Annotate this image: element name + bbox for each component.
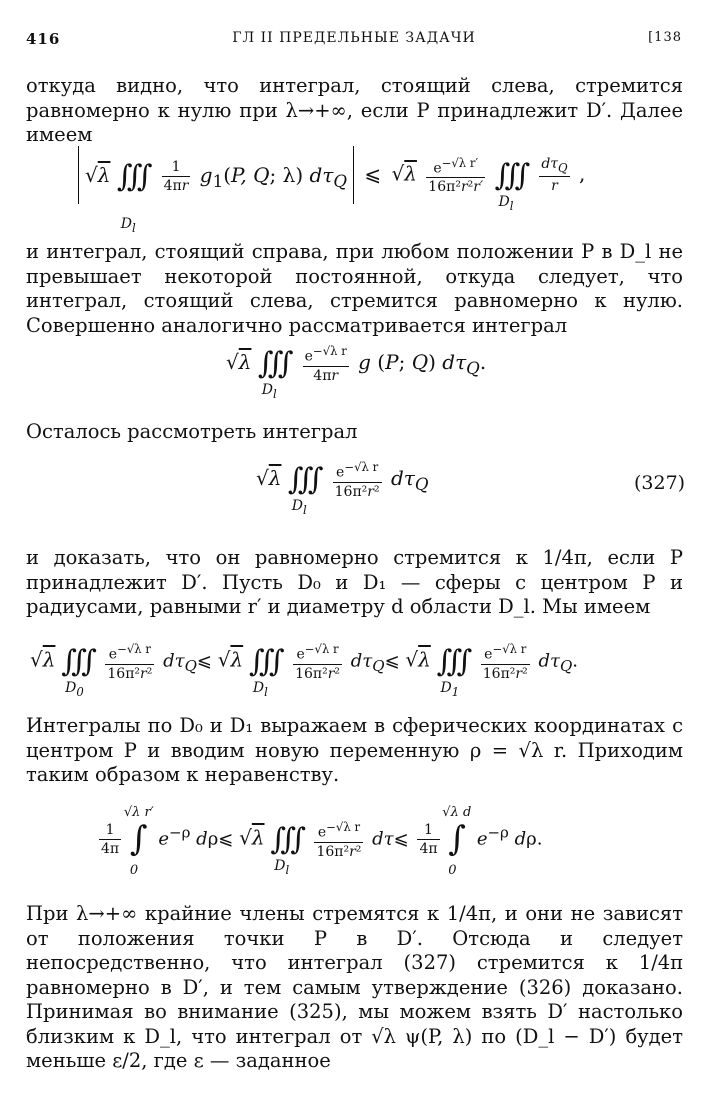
paragraph-5 bbox=[26, 714, 683, 788]
paragraph-6 bbox=[26, 902, 683, 1074]
equation-5: $\frac{1}{4\pi}$ ∫ √λ r′ 0 $e^{-\rho}$ dρ⩽ √λ ∭ $D_l$ $\frac{e^{-√\lambda r}}{\text{16π²r²}}$ dτ⩽ $\frac{1}{4\pi}$ ∫ √λ d 0 $e^{-\rho}$ dρ. bbox=[101, 805, 543, 879]
equation-number-327: (327) bbox=[634, 472, 686, 494]
paragraph-3 bbox=[26, 420, 683, 445]
section-number: [138 bbox=[648, 30, 682, 45]
paragraph-1 bbox=[26, 74, 683, 148]
paragraph-6-text: При λ→+∞ крайние члены стремятся к 1/4π, и они не зависят от положения точки P в D′. Отсюда и следует непосредственно, что интеграл (327) стремится к 1/4π равномерно в D′, и тем самым утверждение (326) доказано. Принимая во внимание (325), мы можем взять D′ настолько близким к D_l, что интеграл от √λ ψ(P, λ) по (D_l − D′) будет меньше ε/2, где ε — заданное bbox=[26, 902, 683, 1072]
paragraph-3-text: Осталось рассмотреть интеграл bbox=[26, 420, 358, 443]
paragraph-2-text: и интеграл, стоящий справа, при любом положении P в D_l не превышает некоторой постоянной, откуда следует, что интеграл, стоящий слева, стремится равномерно к нулю. Совершенно аналогично рассматривается интеграл bbox=[26, 240, 683, 337]
paragraph-5-text: Интегралы по D₀ и D₁ выражаем в сферических координатах с центром P и вводим новую переменную ρ = √λ r. Приходим таким образом к неравенству. bbox=[26, 714, 683, 786]
page-number: 416 bbox=[26, 30, 61, 48]
paragraph-4 bbox=[26, 546, 683, 620]
abs-value: √λ ∭ $D_l$ $\frac{1}{4\pi r}$ $g_1(P$, Q; λ) $d\tau_Q$ bbox=[78, 146, 354, 204]
equation-1: √λ ∭ $D_l$ $\frac{1}{4\pi r}$ $g_1(P$, Q; λ) $d\tau_Q$ ⩽ √λ $\frac{e^{-√\lambda r'}}{\text{16π²r²r′}}$ ∭ $D_l$ $d\tau_Q$ r , bbox=[78, 146, 585, 204]
equation-3: √λ ∭ $D_l$ $\frac{e^{-√\lambda r}}{\text{16π²r²}}$ $d\tau_Q$ bbox=[256, 460, 429, 517]
running-title: ГЛ II ПРЕДЕЛЬНЫЕ ЗАДАЧИ bbox=[232, 30, 476, 46]
equation-2: √λ ∭ $D_l$ $\frac{e^{-√\lambda r}}{4\pi r}$ g (P; Q) $d\tau_Q$. bbox=[226, 344, 487, 401]
equation-4: √λ ∭ $D_0$ $\frac{e^{-√\lambda r}}{\text{16π²r²}}$ $d\tau_Q⩽$ √λ ∭ $D_l$ $\frac{e^{-√\lambda r}}{\text{16π²r²}}$ $d\tau_Q⩽$ √λ ∭ $D_1$ $\frac{e^{-√\lambda r}}{\text{16π²r²}}$ $d\tau_Q$. bbox=[30, 642, 578, 699]
paragraph-2 bbox=[26, 240, 683, 338]
paragraph-1-text: откуда видно, что интеграл, стоящий слева, стремится равномерно к нулю при λ→+∞, если P принадлежит D′. Далее имеем bbox=[26, 74, 683, 146]
paragraph-4-text: и доказать, что он равномерно стремится к 1/4π, если P принадлежит D′. Пусть D₀ и D₁ — сферы с центром P и радиусами, равными r′ и диаметру d области D_l. Мы имеем bbox=[26, 546, 683, 618]
